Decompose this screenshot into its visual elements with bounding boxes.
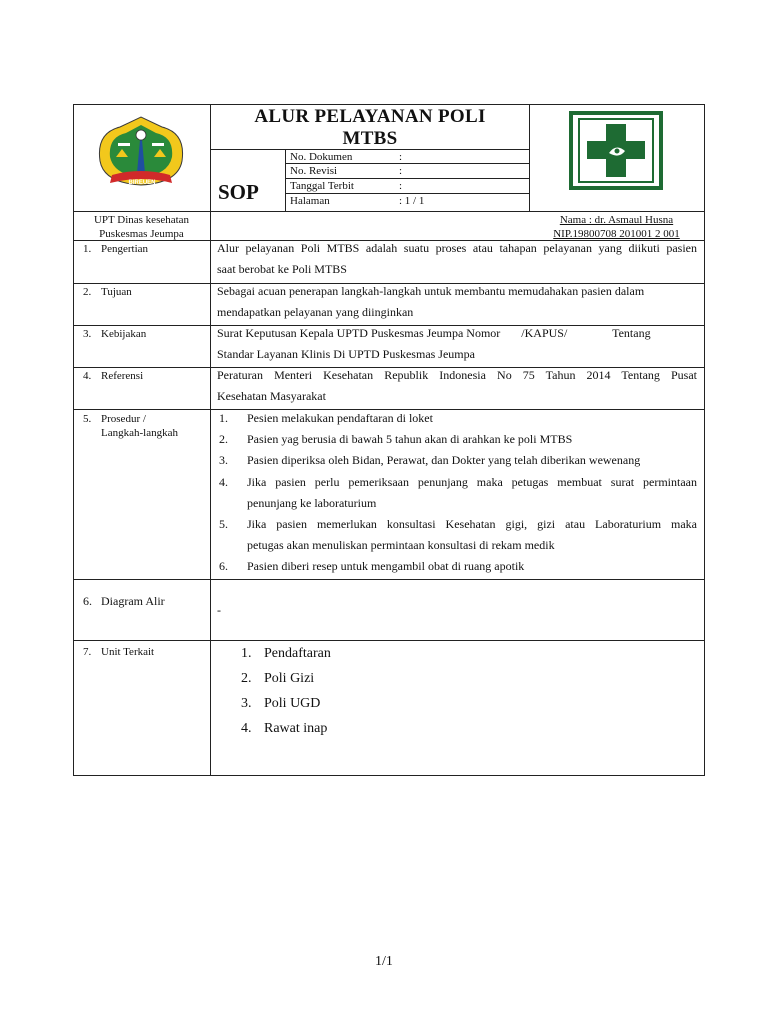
step-text-line-1: Jika pasien perlu pemeriksaan penunjang maka petugas membuat surat permintaan — [247, 475, 697, 489]
org-line-1: UPT Dinas kesehatan — [93, 214, 190, 226]
section-label-pengertian: Pengertian — [101, 243, 149, 255]
sop-label: SOP — [218, 180, 259, 204]
unit-item: Rawat inap — [264, 721, 328, 736]
page-number: 1/1 — [375, 954, 393, 969]
kebijakan-text-line-1: Surat Keputusan Kepala UPTD Puskesmas Jeumpa Nomor /KAPUS/ Tentang — [217, 326, 651, 340]
document-title: ALUR PELAYANAN POLI MTBS — [254, 106, 486, 149]
section-num-pengertian: 1. — [83, 243, 92, 255]
section-label-prosedur — [101, 412, 178, 440]
step-number: 5. — [219, 517, 228, 531]
section-num-tujuan: 2. — [83, 286, 92, 298]
section-num-kebijakan: 3. — [83, 328, 92, 340]
org-line-2: Puskesmas Jeumpa — [99, 228, 184, 240]
meta-label-halaman: Halaman — [290, 195, 330, 207]
pengertian-text-line-2: saat berobat ke Poli MTBS — [217, 262, 347, 276]
referensi-text-line-2: Kesehatan Masyarakat — [217, 389, 326, 403]
unit-item: Pendaftaran — [264, 646, 331, 661]
step-text-line-2: penunjang ke laboraturium — [247, 496, 377, 510]
puskesmas-cross-icon — [569, 111, 663, 190]
section-label-diagram: Diagram Alir — [101, 594, 165, 608]
tujuan-text-line-2: mendapatkan pelayanan yang diinginkan — [217, 305, 414, 319]
section-label-referensi: Referensi — [101, 370, 144, 382]
prosedur-label-line-1: Prosedur / — [101, 413, 146, 425]
section-num-referensi: 4. — [83, 370, 92, 382]
pengertian-text-line-1: Alur pelayanan Poli MTBS adalah suatu proses atau tahapan pelayanan yang diikuti pasien — [217, 241, 697, 255]
kebijakan-text-line-2: Standar Layanan Klinis Di UPTD Puskesmas Jeumpa — [217, 347, 475, 361]
unit-number: 1. — [241, 646, 252, 661]
meta-value-no-revisi: : — [399, 165, 403, 177]
step-number: 3. — [219, 453, 228, 467]
section-num-prosedur: 5. — [83, 413, 92, 425]
step-text-line-2: petugas akan menuliskan permintaan konsultasi di rekam medik — [247, 538, 555, 552]
org-name — [73, 213, 210, 241]
unit-number: 3. — [241, 696, 252, 711]
prosedur-label-line-2: Langkah-langkah — [101, 427, 178, 439]
signer-nip: NIP.19800708 201001 2 001 — [553, 228, 680, 240]
step-number: 1. — [219, 411, 228, 425]
tujuan-text-line-1: Sebagai acuan penerapan langkah-langkah untuk membantu memudahakan pasien dalam — [217, 284, 645, 298]
referensi-text-line-1: Peraturan Menteri Kesehatan Republik Indonesia No 75 Tahun 2014 Tentang Pusat — [217, 368, 697, 382]
section-label-unit: Unit Terkait — [101, 646, 155, 658]
step-number: 6. — [219, 559, 228, 573]
step-text-line-1: Pasien diberi resep untuk mengambil obat di ruang apotik — [247, 559, 525, 573]
step-text-line-1: Pesien melakukan pendaftaran di loket — [247, 411, 433, 425]
meta-label-no-revisi: No. Revisi — [290, 165, 338, 177]
step-text-line-1: Pasien diperiksa oleh Bidan, Perawat, dan Dokter yang telah diberikan wewenang — [247, 453, 641, 467]
unit-number: 2. — [241, 671, 252, 686]
step-text-line-1: Pasien yag berusia di bawah 5 tahun akan di arahkan ke poli MTBS — [247, 432, 573, 446]
meta-label-tanggal-terbit: Tanggal Terbit — [290, 180, 354, 192]
step-number: 2. — [219, 432, 228, 446]
puskesmas-logo — [569, 111, 663, 190]
logo-text: BIREUEN — [128, 180, 156, 186]
meta-value-no-dokumen: : — [399, 151, 403, 163]
unit-item: Poli UGD — [264, 696, 321, 711]
step-number: 4. — [219, 475, 228, 489]
section-num-diagram: 6. — [83, 594, 92, 608]
section-label-kebijakan: Kebijakan — [101, 328, 147, 340]
section-label-tujuan: Tujuan — [101, 286, 132, 298]
unit-item: Poli Gizi — [264, 671, 315, 686]
step-text-line-1: Jika pasien memerlukan konsultasi Kesehatan gigi, gizi atau Laboraturium maka — [247, 517, 697, 531]
meta-value-halaman: : 1 / 1 — [399, 195, 425, 207]
signer-block — [529, 213, 704, 241]
meta-value-tanggal-terbit: : — [399, 180, 403, 192]
signer-name: Nama : dr. Asmaul Husna — [559, 214, 674, 226]
section-num-unit: 7. — [83, 646, 92, 658]
meta-label-no-dokumen: No. Dokumen — [290, 151, 353, 163]
unit-number: 4. — [241, 721, 252, 736]
diagram-content: - — [217, 603, 221, 617]
